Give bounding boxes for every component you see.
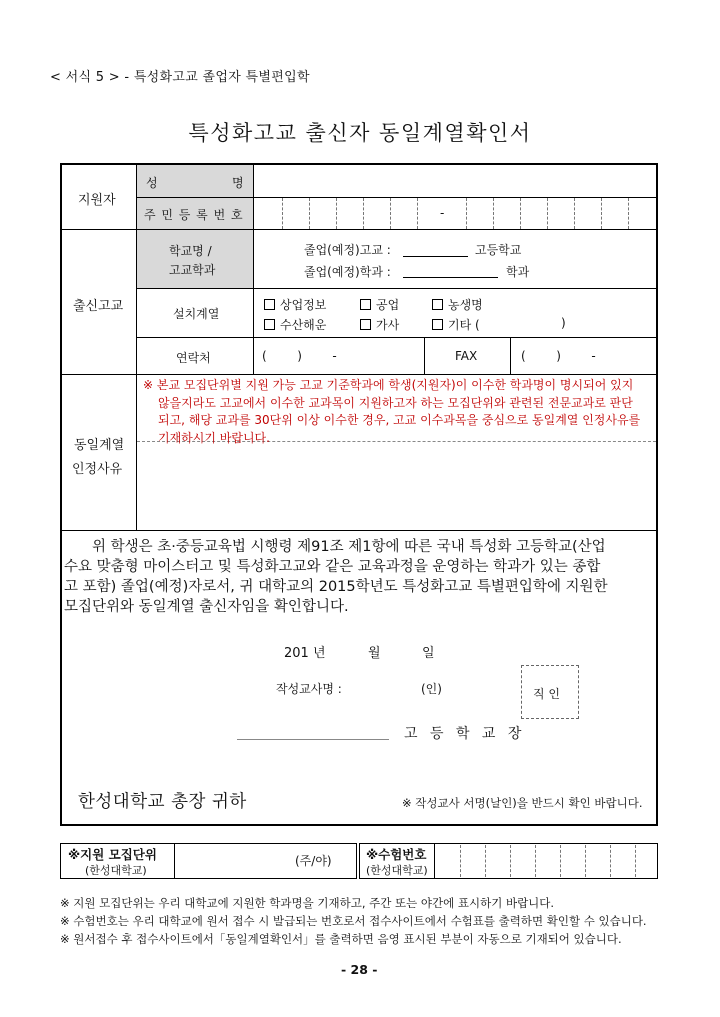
checkbox-icon [360, 319, 371, 330]
reason-notice-line: 기재하시기 바랍니다. [158, 430, 270, 445]
row-divider [60, 530, 658, 531]
confirmation-line: 위 학생은 초·중등교육법 시행령 제91조 제1항에 따른 국내 특성화 고등학교(산업 [92, 539, 606, 555]
exam-digit-divider [560, 845, 561, 877]
name-field[interactable] [256, 167, 654, 195]
id-digit-divider [547, 198, 548, 229]
reason-notice-line: 않을지라도 고교에서 이수한 교과목이 지원하고자 하는 모집단위와 관련된 전문교과로 판단 [158, 395, 633, 410]
name-label-left: 성 [146, 176, 158, 190]
id-digit-divider [574, 198, 575, 229]
grad-school-label: 졸업(예정)고교 : [304, 243, 391, 257]
footnote: ※ 지원 모집단위는 우리 대학교에 지원한 학과명을 기재하고, 주간 또는 야간에 표시하기 바랍니다. [60, 896, 555, 910]
reason-input-area[interactable] [139, 445, 655, 527]
contact-label: 연락처 [176, 351, 211, 365]
addressee: 한성대학교 총장 귀하 [78, 792, 247, 812]
reason-notice-line: 되고, 해당 교과를 30단위 이상 이수한 경우, 고교 이수과목을 중심으로 동일계열 인정사유를 [158, 413, 641, 427]
confirmation-line: 수요 맞춤형 마이스터고 및 특성화고교와 같은 교육과정을 운영하는 학과가 있는 종합 [64, 559, 601, 575]
row-divider [137, 197, 658, 198]
day-night-field[interactable]: (주/야) [295, 854, 332, 868]
id-digit-divider [493, 198, 494, 229]
type-option-label: 공업 [376, 298, 400, 312]
school-dept-label-cell [137, 230, 253, 288]
grad-school-suffix: 고등학교 [475, 243, 522, 257]
principal-name-blank[interactable] [237, 739, 389, 740]
official-seal-text: 직 인 [533, 687, 560, 701]
checkbox-icon [264, 299, 275, 310]
type-other-close: ) [561, 316, 566, 330]
type-option-commerce[interactable] [264, 296, 326, 313]
type-option-label: 수산해운 [280, 318, 327, 332]
id-digit-divider [282, 198, 283, 229]
principal-title: 고 등 학 교 장 [404, 726, 526, 742]
fax-label: FAX [455, 349, 478, 363]
checkbox-icon [432, 299, 443, 310]
grad-dept-suffix: 학과 [506, 265, 530, 279]
column-divider [253, 165, 254, 374]
exam-box-divider [434, 843, 435, 879]
exam-label: ※수험번호 [366, 847, 427, 862]
confirmation-paragraph [64, 537, 654, 617]
signature-note: ※ 작성교사 서명(날인)을 반드시 확인 바랍니다. [402, 796, 643, 810]
signer-seal-text: (인) [421, 682, 442, 696]
footnote: ※ 원서접수 후 접수사이트에서「동일계열확인서」를 출력하면 음영 표시된 부분이 자동으로 기재되어 있습니다. [60, 932, 622, 946]
date-month: 월 [368, 646, 381, 661]
form-header: < 서식 5 > - 특성화고교 졸업자 특별편입학 [50, 70, 310, 85]
confirmation-line: 고 포함) 졸업(예정)자로서, 귀 대학교의 2015학년도 특성화고교 특별편입학에 지원한 [64, 579, 608, 595]
checkbox-icon [264, 319, 275, 330]
row-divider [60, 374, 658, 375]
type-option-label: 상업정보 [280, 298, 327, 312]
exam-digit-divider [535, 845, 536, 877]
signer-label: 작성교사명 : [276, 682, 342, 696]
page-number: - 28 - [341, 962, 378, 977]
type-option-agriculture[interactable] [432, 296, 483, 313]
type-option-label: 농생명 [448, 298, 483, 312]
row-divider [137, 337, 658, 338]
grad-school-blank[interactable] [403, 256, 468, 257]
exam-digit-divider [510, 845, 511, 877]
reason-section-label-1: 동일계열 [74, 438, 125, 453]
grad-dept-blank[interactable] [403, 277, 498, 278]
reason-section-label-2: 인정사유 [72, 462, 123, 477]
type-option-home[interactable] [360, 316, 399, 333]
grad-dept-label: 졸업(예정)학과 : [304, 265, 391, 279]
row-divider [137, 288, 658, 289]
id-digit-divider [628, 198, 629, 229]
school-dept-label-1: 학교명 / [169, 244, 212, 258]
type-option-other[interactable] [432, 316, 480, 333]
id-digit-divider [601, 198, 602, 229]
exam-digit-divider [485, 845, 486, 877]
exam-digit-divider [610, 845, 611, 877]
id-digit-divider [363, 198, 364, 229]
exam-digit-divider [585, 845, 586, 877]
unit-label: ※지원 모집단위 [68, 847, 157, 862]
row-divider [60, 229, 658, 230]
type-option-label: 기타 ( [448, 318, 480, 332]
school-dept-label-2: 고교학과 [169, 263, 216, 277]
unit-sub: (한성대학교) [85, 864, 147, 877]
applicant-section-label: 지원자 [78, 193, 116, 208]
checkbox-icon [360, 299, 371, 310]
date-day: 일 [422, 646, 435, 661]
id-label: 주민등록번호 [144, 208, 249, 222]
column-divider [424, 337, 425, 374]
id-dash: - [440, 206, 445, 220]
id-digit-divider [466, 198, 467, 229]
fax-field[interactable]: ( ) - [521, 349, 596, 363]
document-title: 특성화고교 출신자 동일계열확인서 [188, 121, 532, 145]
exam-digit-divider [460, 845, 461, 877]
id-digit-divider [390, 198, 391, 229]
column-divider [136, 165, 137, 530]
id-digit-divider [520, 198, 521, 229]
type-option-label: 가사 [376, 318, 400, 332]
type-option-fisheries[interactable] [264, 316, 326, 333]
confirmation-line: 모집단위와 동일계열 출신자임을 확인합니다. [64, 599, 349, 615]
exam-sub: (한성대학교) [366, 864, 428, 877]
id-digit-divider [417, 198, 418, 229]
footnote: ※ 수험번호는 우리 대학교에 원서 접수 시 발급되는 번호로서 접수사이트에서 수험표를 출력하면 확인할 수 있습니다. [60, 914, 647, 928]
unit-box-divider [174, 843, 175, 879]
checkbox-icon [432, 319, 443, 330]
id-digit-divider [336, 198, 337, 229]
contact-field[interactable]: ( ) - [262, 349, 337, 363]
type-label: 설치계열 [173, 307, 220, 321]
column-divider [510, 337, 511, 374]
reason-notice-line: ※ 본교 모집단위별 지원 가능 고교 기준학과에 학생(지원자)이 이수한 학과명이 명시되어 있지 [143, 378, 634, 392]
school-section-label: 출신고교 [73, 299, 124, 314]
id-digit-divider [309, 198, 310, 229]
type-option-industry[interactable] [360, 296, 399, 313]
name-label-right: 명 [232, 176, 244, 190]
date-year: 201 년 [284, 646, 326, 661]
exam-digit-divider [635, 845, 636, 877]
